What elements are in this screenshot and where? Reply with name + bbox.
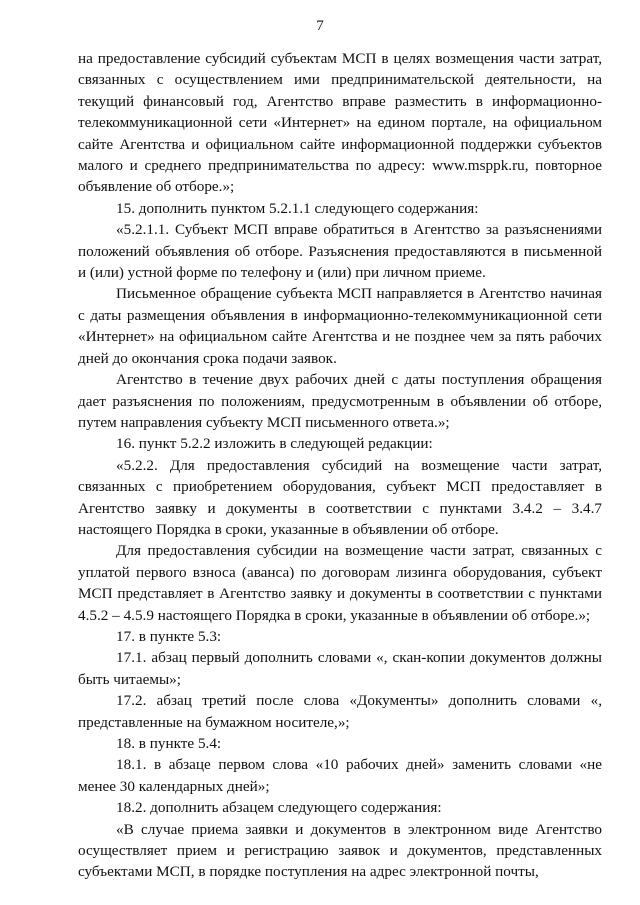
paragraph: на предоставление субсидий субъектам МСП в целях возмещения части затрат, связанных с осуществлением ими предпринимательской деятельности, на текущий финансовый год, Агентство вправе разместить в информационно-телекоммуникационной сети «Интернет» на едином портале, на официальном сайте Агентства и официальном сайте информационной поддержки субъектов малого и среднего предпринимательства по адресу: www.msppk.ru, повторное объявление об отборе.»; [78, 50, 602, 196]
paragraph: 17.1. абзац первый дополнить словами «, скан-копии документов должны быть читаемы»; [78, 649, 602, 688]
page-number: 7 [316, 18, 324, 34]
paragraph: 15. дополнить пунктом 5.2.1.1 следующего содержания: [116, 199, 479, 217]
paragraph: Письменное обращение субъекта МСП направляется в Агентство начиная с даты размещения объявления в информационно-телекоммуникационной сети «Интернет» на официальном сайте Агентства и не позднее чем за пять рабочих дней до окончания срока подачи заявок. [78, 285, 602, 367]
paragraph: «В случае приема заявки и документов в электронном виде Агентство осуществляет прием и регистрацию заявок и документов, представленных субъектами МСП, в порядке поступления на адрес электронной почты, [78, 820, 602, 881]
paragraph: 17. в пункте 5.3: [116, 627, 222, 645]
paragraph: 16. пункт 5.2.2 изложить в следующей редакции: [116, 435, 433, 453]
paragraph: Для предоставления субсидии на возмещение части затрат, связанных с уплатой первого взноса (аванса) по договорам лизинга оборудования, субъект МСП представляет в Агентство заявку и документы в соответствии с пунктами 4.5.2 – 4.5.9 настоящего Порядка в сроки, указанные в объявлении об отборе.»; [78, 542, 602, 624]
paragraph: Агентство в течение двух рабочих дней с даты поступления обращения дает разъяснения по положениям, предусмотренным в объявлении об отборе, путем направления субъекту МСП письменного ответа.»; [78, 371, 602, 431]
paragraph: 17.2. абзац третий после слова «Документы» дополнить словами «, представленные на бумажном носителе,»; [78, 692, 602, 731]
paragraph: «5.2.1.1. Субъект МСП вправе обратиться в Агентство за разъяснениями положений объявления об отборе. Разъяснения предоставляются в письменной и (или) устной форме по телефону и (или) при личном приеме. [78, 221, 602, 282]
paragraph: 18. в пункте 5.4: [116, 735, 222, 752]
paragraph: «5.2.2. Для предоставления субсидий на возмещение части затрат, связанных с приобретением оборудования, субъект МСП предоставляет в Агентство заявку и документы в соответствии с пунктами 3.4.2 – 3.4.7 настоящего Порядка в сроки, указанные в объявлении об отборе. [78, 456, 602, 538]
paragraph: 18.1. в абзаце первом слова «10 рабочих дней» заменить словами «не менее 30 календарных дней»; [78, 756, 602, 795]
document-body [78, 48, 602, 883]
paragraph: 18.2. дополнить абзацем следующего содержания: [116, 799, 442, 817]
